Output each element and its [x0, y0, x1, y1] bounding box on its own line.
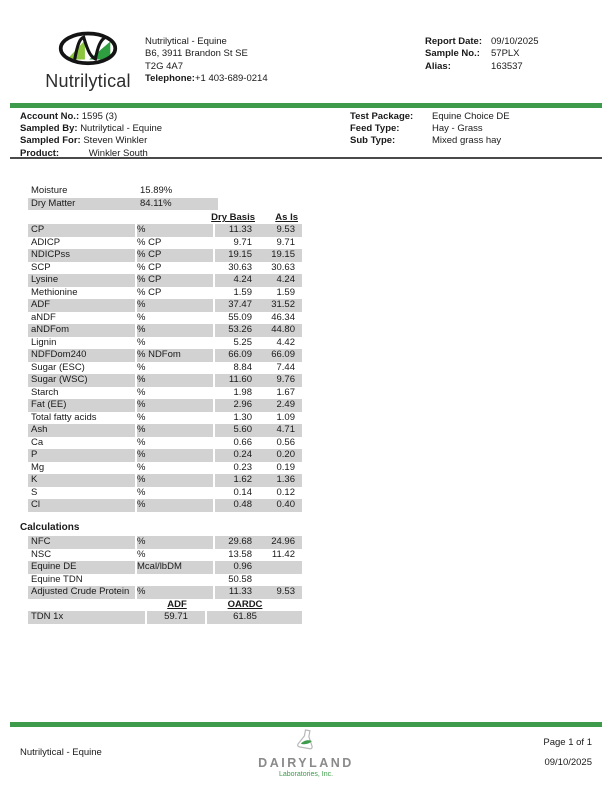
analysis-label: Lignin [31, 336, 57, 348]
analysis-asis-value: 2.49 [276, 399, 295, 410]
sampled-by-label: Sampled By: [20, 123, 78, 135]
analysis-column-headers [28, 212, 302, 224]
calculation-label: NFC [28, 536, 137, 549]
calculation-row [28, 586, 302, 599]
calculation-dry-value: 50.58 [228, 573, 252, 585]
top-green-divider [10, 103, 602, 108]
calculation-dry-value: 13.58 [228, 548, 252, 560]
feed-type [350, 123, 510, 135]
calculation-asis-value [252, 574, 295, 587]
brand-logo [38, 31, 138, 92]
moisture-row [28, 185, 218, 198]
sub-type-value: Mixed grass hay [432, 135, 502, 147]
analysis-dry-value: 4.24 [233, 274, 252, 285]
analysis-asis-value: 44.80 [271, 324, 295, 335]
calculation-row [28, 549, 302, 562]
analysis-row [28, 224, 302, 237]
moisture-rows [28, 185, 218, 210]
analysis-dry-value: 66.09 [228, 349, 252, 360]
sub-type [350, 135, 510, 147]
analysis-row [28, 287, 302, 300]
analysis-asis-value: 0.20 [276, 449, 295, 460]
analysis-unit: % [137, 474, 215, 487]
analysis-dry-value: 53.26 [228, 324, 252, 335]
analysis-asis-value: 1.67 [276, 386, 295, 398]
analysis-row [28, 362, 302, 375]
analysis-dry-value: 8.84 [233, 361, 252, 373]
analysis-asis-value: 4.71 [276, 424, 295, 435]
analysis-unit: % NDFom [137, 349, 215, 362]
calculation-label: Adjusted Crude Protein [28, 586, 137, 599]
flask-icon [294, 728, 318, 752]
analysis-asis-value: 9.71 [276, 236, 295, 248]
analysis-asis-value: 1.59 [276, 286, 295, 298]
analysis-label: ADF [28, 299, 137, 312]
analysis-row [28, 424, 302, 437]
analysis-unit: % CP [137, 261, 162, 273]
analysis-unit: % [137, 311, 146, 323]
analysis-row [28, 262, 302, 275]
analysis-asis-value: 19.15 [271, 249, 295, 260]
product-value: Winkler South [88, 147, 148, 159]
analysis-dry-value: 5.25 [233, 336, 252, 348]
analysis-dry-value: 0.24 [233, 449, 252, 460]
analysis-unit: % [137, 224, 215, 237]
calculation-unit: % [137, 536, 215, 549]
tdn-label: TDN 1x [28, 611, 147, 624]
lab-subtitle: Laboratories, Inc. [278, 771, 334, 778]
tdn-column-headers [28, 599, 302, 611]
moisture-row [28, 198, 218, 211]
analysis-asis-value: 66.09 [271, 349, 295, 360]
report-date-label: Report Date: [425, 36, 483, 47]
org-name: Nutrilytical - Equine [145, 36, 227, 47]
analysis-row [28, 374, 302, 387]
telephone-value: +1 403-689-0214 [194, 72, 268, 84]
analysis-dry-value: 19.15 [228, 249, 252, 260]
col-header-as-is: As Is [275, 212, 298, 223]
moisture-row-label: Dry Matter [31, 197, 76, 209]
nutrilytical-leaf-icon [57, 31, 119, 67]
sample-info-block [350, 111, 510, 148]
analysis-unit: % [137, 411, 146, 423]
analysis-asis-value: 0.56 [276, 436, 295, 448]
org-telephone [145, 73, 268, 85]
calculation-asis-value [252, 561, 295, 574]
analysis-unit: % [137, 449, 215, 462]
calculation-row [28, 574, 302, 587]
analysis-unit: % CP [137, 286, 162, 298]
analysis-label: Sugar (WSC) [28, 374, 137, 387]
analysis-unit: % [137, 361, 146, 373]
sample-no [425, 48, 539, 60]
analysis-label: Sugar (ESC) [31, 361, 85, 373]
analysis-unit: % [137, 486, 146, 498]
org-postal: T2G 4A7 [145, 60, 184, 72]
sampled-by [20, 123, 162, 135]
analysis-dry-value: 1.59 [233, 286, 252, 298]
analysis-label: S [31, 486, 38, 498]
analysis-label: Fat (EE) [28, 399, 137, 412]
analysis-unit: % CP [137, 249, 215, 262]
analysis-unit: % [137, 299, 215, 312]
account-info-block [20, 111, 162, 160]
analysis-dry-value: 1.62 [233, 474, 252, 485]
analysis-unit: % [137, 499, 215, 512]
analysis-row [28, 324, 302, 337]
analysis-label: aNDFom [28, 324, 137, 337]
analysis-row [28, 349, 302, 362]
analysis-dry-value: 55.09 [228, 311, 252, 323]
analysis-row [28, 499, 302, 512]
analysis-unit: % [137, 324, 215, 337]
tdn-oardc-value: 61.85 [233, 611, 257, 622]
sampled-for-label: Sampled For: [20, 135, 81, 147]
analysis-dry-value: 0.66 [233, 436, 252, 448]
analysis-label: Total fatty acids [31, 411, 97, 423]
analysis-unit: % CP [137, 236, 162, 248]
analysis-dry-value: 30.63 [228, 261, 252, 273]
sampled-for-value: Steven Winkler [83, 135, 148, 147]
test-package-label: Test Package: [350, 111, 414, 122]
analysis-row [28, 337, 302, 350]
analysis-unit: % CP [137, 274, 215, 287]
calculation-label: Equine DE [28, 561, 137, 574]
calculation-dry-value: 11.33 [228, 586, 252, 597]
analysis-row [28, 462, 302, 475]
feed-type-label: Feed Type: [350, 123, 400, 135]
lab-logo [0, 728, 612, 778]
report-info-block [425, 36, 539, 73]
analysis-label: NDICPss [28, 249, 137, 262]
footer-date: 09/10/2025 [544, 757, 592, 768]
analysis-dry-value: 11.33 [228, 224, 252, 235]
moisture-row-label: Moisture [31, 185, 68, 196]
calculations-title: Calculations [20, 522, 80, 533]
alias [425, 61, 539, 73]
analysis-label: Ash [28, 424, 137, 437]
test-package-value: Equine Choice DE [432, 111, 510, 122]
analysis-label: ADICP [31, 236, 61, 248]
calculation-unit: % [137, 586, 215, 599]
analysis-asis-value: 0.40 [276, 499, 295, 510]
sub-type-label: Sub Type: [350, 135, 396, 147]
analysis-dry-value: 0.48 [233, 499, 252, 510]
feed-type-value: Hay - Grass [432, 123, 483, 135]
sample-no-value: 57PLX [491, 48, 520, 60]
analysis-asis-value: 7.44 [276, 361, 295, 373]
test-package [350, 111, 510, 123]
analysis-label: NDFDom240 [28, 349, 137, 362]
calculation-asis-value: 11.42 [271, 548, 295, 560]
analysis-asis-value: 4.24 [276, 274, 295, 285]
calculation-unit [137, 574, 215, 587]
col-header-adf: ADF [167, 599, 187, 610]
sampled-for [20, 135, 162, 147]
analysis-label: aNDF [31, 311, 56, 323]
calculation-asis-value: 9.53 [276, 586, 295, 597]
calculation-asis-value: 24.96 [271, 536, 295, 547]
sampled-by-value: Nutrilytical - Equine [80, 123, 163, 135]
account-no [20, 111, 162, 123]
analysis-unit: % [137, 436, 146, 448]
calculation-label: Equine TDN [31, 573, 83, 585]
analysis-unit: % [137, 374, 215, 387]
analysis-asis-value: 1.36 [276, 474, 295, 485]
analysis-dry-value: 5.60 [233, 424, 252, 435]
calculation-row [28, 536, 302, 549]
tdn-adf-value: 59.71 [147, 611, 207, 624]
analysis-asis-value: 0.12 [276, 486, 295, 498]
product-label: Product: [20, 147, 60, 159]
analysis-row [28, 412, 302, 425]
analysis-unit: % [137, 336, 146, 348]
analysis-label: P [28, 449, 137, 462]
analysis-dry-value: 0.23 [233, 461, 252, 473]
analysis-label: Mg [31, 461, 45, 473]
analysis-label: Starch [31, 386, 59, 398]
report-date [425, 36, 539, 48]
analysis-label: CP [28, 224, 137, 237]
calculation-dry-value: 29.68 [228, 536, 252, 547]
moisture-row-value: 15.89% [140, 185, 173, 196]
calculation-label: NSC [31, 548, 52, 560]
alias-label: Alias: [425, 60, 451, 72]
org-street: B6, 3911 Brandon St SE [145, 48, 248, 60]
lab-name: DAIRYLAND [258, 756, 354, 770]
analysis-asis-value: 9.76 [276, 374, 295, 385]
sample-no-label: Sample No.: [425, 48, 480, 60]
analysis-table-body [28, 224, 302, 512]
analysis-row [28, 399, 302, 412]
analysis-label: Ca [31, 436, 44, 448]
analysis-label: Cl [28, 499, 137, 512]
analysis-unit: % [137, 386, 146, 398]
analysis-row [28, 299, 302, 312]
analysis-dry-value: 37.47 [228, 299, 252, 310]
analysis-dry-value: 2.96 [233, 399, 252, 410]
analysis-asis-value: 46.34 [271, 311, 295, 323]
analysis-asis-value: 0.19 [276, 461, 295, 473]
analysis-unit: % [137, 461, 146, 473]
calculation-dry-value: 0.96 [233, 561, 252, 572]
analysis-label: SCP [31, 261, 51, 273]
calculation-unit: Mcal/lbDM [137, 561, 215, 574]
page-number: Page 1 of 1 [543, 737, 592, 748]
analysis-asis-value: 30.63 [271, 261, 295, 273]
calculations-table-body [28, 536, 302, 599]
account-divider-line [10, 157, 602, 159]
analysis-unit: % [137, 424, 215, 437]
analysis-dry-value: 1.30 [233, 411, 252, 423]
analysis-dry-value: 9.71 [233, 236, 252, 248]
analysis-row [28, 274, 302, 287]
analysis-row [28, 474, 302, 487]
analysis-row [28, 237, 302, 250]
analysis-dry-value: 11.60 [228, 374, 252, 385]
analysis-dry-value: 1.98 [233, 386, 252, 398]
analysis-unit: % [137, 399, 215, 412]
account-no-value: 1595 (3) [81, 111, 118, 122]
moisture-row-value: 84.11% [140, 197, 172, 209]
analysis-asis-value: 9.53 [276, 224, 295, 235]
analysis-asis-value: 1.09 [276, 411, 295, 423]
analysis-label: Lysine [28, 274, 137, 287]
analysis-row [28, 312, 302, 325]
analysis-asis-value: 4.42 [276, 336, 295, 348]
calculation-unit: % [137, 548, 146, 560]
analysis-row [28, 249, 302, 262]
analysis-row [28, 487, 302, 500]
report-date-value: 09/10/2025 [491, 36, 539, 47]
org-address-block [145, 36, 268, 85]
analysis-row [28, 387, 302, 400]
tdn-row [28, 611, 302, 624]
telephone-label: Telephone: [145, 72, 195, 84]
bottom-green-divider [10, 722, 602, 727]
col-header-oardc: OARDC [227, 599, 263, 610]
analysis-row [28, 437, 302, 450]
analysis-dry-value: 0.14 [233, 486, 252, 498]
alias-value: 163537 [491, 60, 523, 72]
analysis-row [28, 449, 302, 462]
col-header-dry-basis: Dry Basis [211, 212, 255, 223]
analysis-label: K [28, 474, 137, 487]
brand-name: Nutrilytical [45, 71, 131, 91]
footer-page-info [543, 737, 592, 769]
calculation-row [28, 561, 302, 574]
analysis-asis-value: 31.52 [271, 299, 295, 310]
account-no-label: Account No.: [20, 111, 80, 122]
analysis-label: Methionine [31, 286, 78, 298]
footer-org-name: Nutrilytical - Equine [20, 747, 102, 758]
